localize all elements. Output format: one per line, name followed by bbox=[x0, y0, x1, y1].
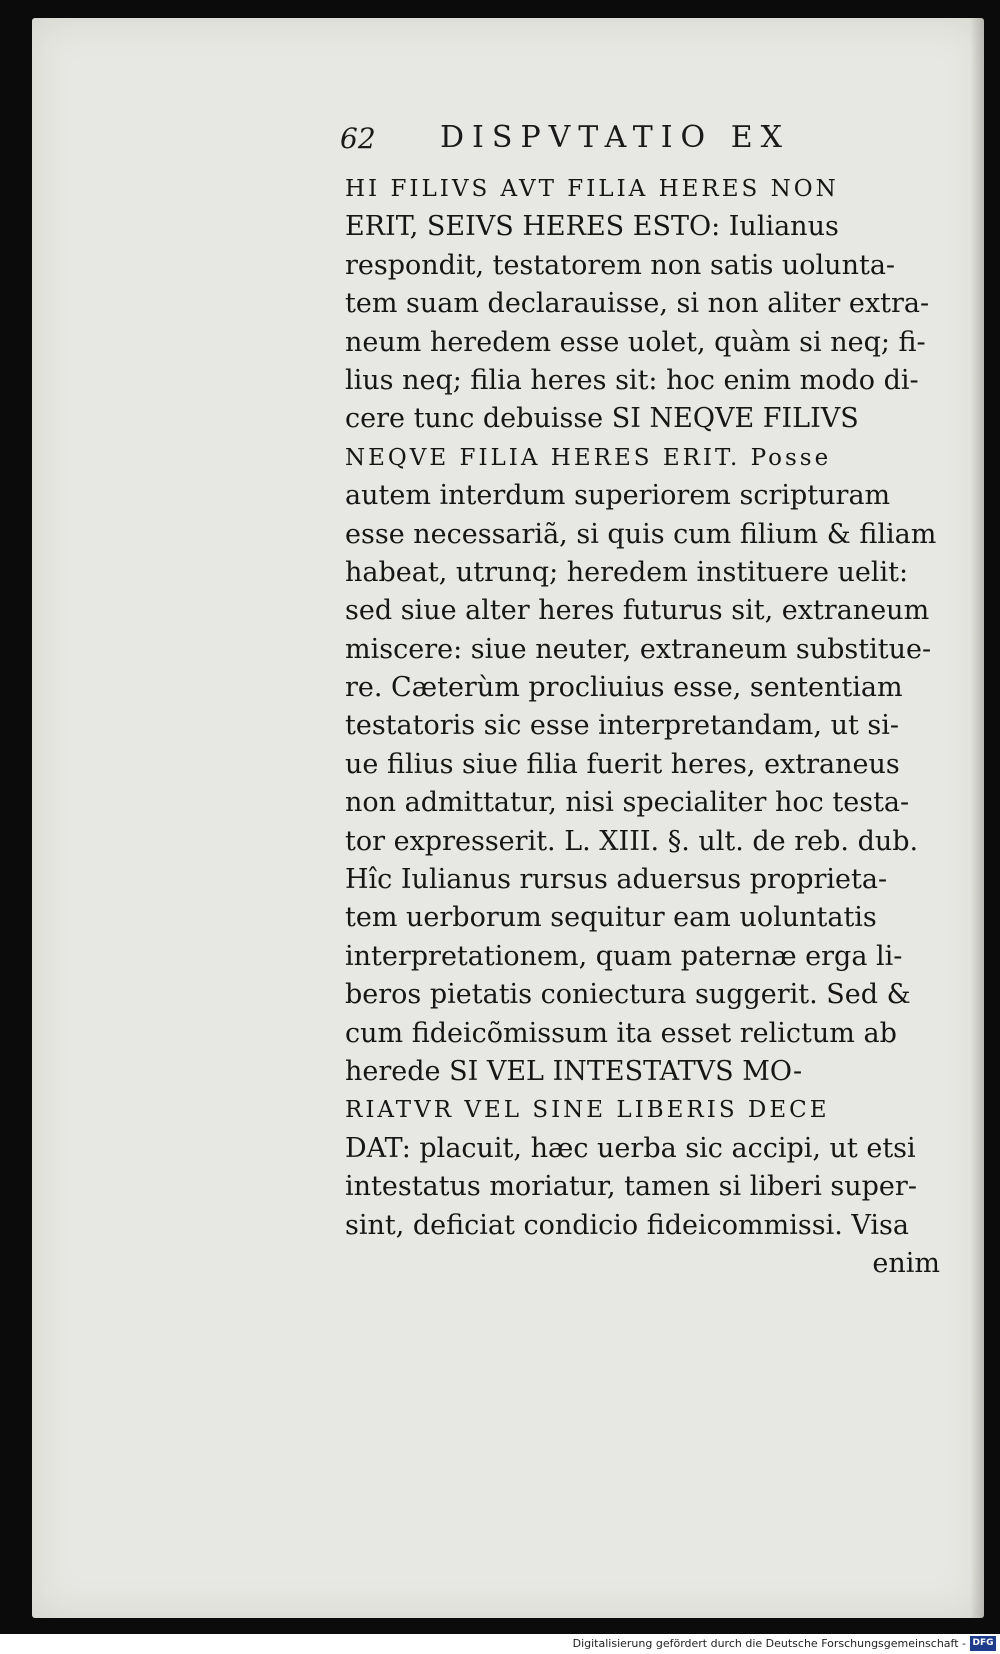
text-line: beros pietatis coniectura suggerit. Sed & bbox=[345, 979, 911, 1011]
body-text bbox=[345, 170, 955, 1283]
text-line: sed siue alter heres futurus sit, extraneum bbox=[345, 595, 930, 627]
text-line: testatoris sic esse interpretandam, ut si- bbox=[345, 710, 900, 742]
text-line: habeat, utrunq; heredem instituere uelit: bbox=[345, 556, 909, 588]
text-line: respondit, testatorem non satis uolunta- bbox=[345, 249, 896, 281]
text-line: interpretationem, quam paternæ erga li- bbox=[345, 940, 903, 972]
funding-credit: Digitalisierung gefördert durch die Deutsche Forschungsgemeinschaft - bbox=[572, 1637, 966, 1650]
text-line: Hîc Iulianus rursus aduersus proprieta- bbox=[345, 864, 888, 896]
text-line: cere tunc debuisse SI NEQVE FILIVS bbox=[345, 403, 859, 435]
text-line: esse necessariã, si quis cum filium & filiam bbox=[345, 518, 937, 550]
text-line: HI FILIVS AVT FILIA HERES NON bbox=[345, 176, 839, 202]
catchword: enim bbox=[872, 1247, 940, 1279]
text-line: non admittatur, nisi specialiter hoc testa- bbox=[345, 787, 910, 819]
text-line: autem interdum superiorem scripturam bbox=[345, 480, 891, 512]
text-line: DAT: placuit, hæc uerba sic accipi, ut etsi bbox=[345, 1132, 916, 1164]
text-line: lius neq; filia heres sit: hoc enim modo di- bbox=[345, 364, 919, 396]
text-line: re. Cæterùm procliuius esse, sententiam bbox=[345, 672, 903, 704]
footer-bar bbox=[0, 1634, 1000, 1654]
text-line: cum fideicõmissum ita esset relictum ab bbox=[345, 1017, 897, 1049]
running-head bbox=[340, 118, 840, 162]
text-line: tem uerborum sequitur eam uoluntatis bbox=[345, 902, 877, 934]
text-line: miscere: siue neuter, extraneum substitue- bbox=[345, 633, 932, 665]
text-line: sint, deficiat condicio fideicommissi. Visa bbox=[345, 1209, 909, 1241]
text-line: ue filius siue filia fuerit heres, extraneus bbox=[345, 748, 900, 780]
text-line: ERIT, SEIVS HERES ESTO: Iulianus bbox=[345, 211, 839, 243]
text-line: tor expresserit. L. XIII. §. ult. de reb. dub. bbox=[345, 825, 919, 857]
running-head-title: DISPVTATIO EX bbox=[440, 120, 790, 155]
text-line: NEQVE FILIA HERES ERIT. Posse bbox=[345, 444, 832, 471]
dfg-logo-icon: DFG bbox=[970, 1636, 996, 1651]
page-number: 62 bbox=[340, 122, 376, 155]
text-line: RIATVR VEL SINE LIBERIS DECE bbox=[345, 1097, 830, 1124]
text-line: tem suam declarauisse, si non aliter extra- bbox=[345, 288, 930, 320]
text-line: herede SI VEL INTESTATVS MO- bbox=[345, 1055, 803, 1087]
text-line: intestatus moriatur, tamen si liberi super- bbox=[345, 1171, 917, 1203]
text-line: neum heredem esse uolet, quàm si neq; fi- bbox=[345, 326, 926, 358]
